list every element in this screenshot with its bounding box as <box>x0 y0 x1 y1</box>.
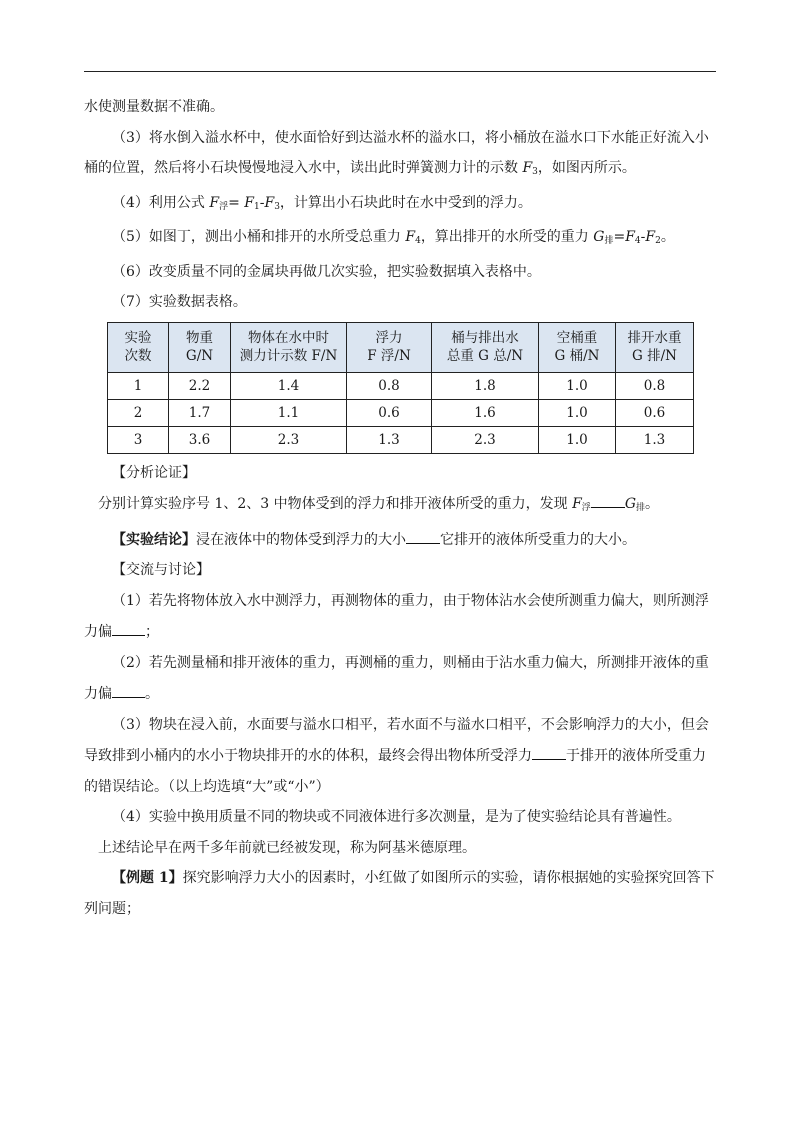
formula-op: = <box>613 229 626 245</box>
text-span: ，如图丙所示。 <box>537 160 636 176</box>
text-span: 于排开的液体所受重力 <box>566 748 706 764</box>
text-line <box>84 744 716 767</box>
table-cell: 2.3 <box>432 426 539 453</box>
answer-blank[interactable] <box>532 744 566 760</box>
text-span: 。 <box>145 686 159 702</box>
text-line: （3）物块在浸入前，水面要与溢水口相平，若水面不与溢水口相平，不会影响浮力的大小，但会 <box>112 716 709 733</box>
example-line <box>84 867 716 889</box>
text-line: （2）若先测量桶和排开液体的重力，再测桶的重力，则桶由于沾水重力偏大，所测排开液体的重 <box>112 654 709 671</box>
text-span: ； <box>145 624 159 640</box>
text-line <box>84 157 716 183</box>
formula-var: F <box>264 194 275 211</box>
text-span: 。 <box>660 229 675 245</box>
formula-var: F <box>572 496 582 512</box>
subscript: 浮 <box>581 503 591 513</box>
answer-blank[interactable] <box>112 620 145 636</box>
text-line: （7）实验数据表格。 <box>112 294 247 310</box>
conclusion-line <box>84 528 716 551</box>
text-span: 它排开的液体所受重力的大小。 <box>440 531 636 548</box>
subscript: 3 <box>274 201 280 212</box>
table-cell: 1.3 <box>616 426 694 453</box>
text-line: 列问题； <box>84 900 140 917</box>
header-rule <box>84 71 716 72</box>
subscript: 排 <box>604 236 614 246</box>
table-cell: 3.6 <box>169 426 231 453</box>
table-cell: 0.6 <box>347 399 432 426</box>
text-line: （6）改变质量不同的金属块再做几次实验，把实验数据填入表格中。 <box>112 263 541 280</box>
table-cell: 1.3 <box>347 426 432 453</box>
table-row <box>108 399 694 426</box>
text-line: （4）实验中换用质量不同的物块或不同液体进行多次测量，是为了使实验结论具有普遍性。 <box>112 809 681 825</box>
formula-var: F <box>645 229 656 245</box>
header-bucket: 空桶重 G 桶/N <box>539 322 616 372</box>
text-line: （1）若先将物体放入水中测浮力，再测物体的重力，由于物体沾水会使所测重力偏大，则所测浮 <box>112 592 709 609</box>
answer-blank[interactable] <box>406 528 440 544</box>
answer-blank[interactable] <box>112 682 145 698</box>
text-span: 探究影响浮力大小的因素时，小红做了如图所示的实验，请你根据她的实验探究回答下 <box>182 870 715 886</box>
text-span: 力偏 <box>84 686 112 702</box>
formula-var: F <box>522 160 533 176</box>
table-row <box>108 372 694 399</box>
table-cell: 3 <box>108 426 169 453</box>
table-cell: 0.6 <box>616 399 694 426</box>
table-cell: 1.7 <box>169 399 231 426</box>
data-table <box>107 322 694 454</box>
header-trial: 实验 次数 <box>108 322 169 372</box>
example-label: 【例题 1】 <box>112 870 183 886</box>
table-cell: 1.0 <box>539 426 616 453</box>
text-line: 水使测量数据不准确。 <box>84 99 224 115</box>
analysis-heading: 【分析论证】 <box>112 464 196 481</box>
subscript: 2 <box>655 236 661 246</box>
header-total: 桶与排出水 总重 G 总/N <box>432 322 539 372</box>
formula-op: - <box>640 229 646 245</box>
text-span: （5）如图丁，测出小桶和排开的水所受总重力 <box>112 229 406 245</box>
table-cell: 1.8 <box>432 372 539 399</box>
text-span: ，算出排开的水所受的重力 <box>420 229 594 245</box>
text-span: ，计算出小石块此时在水中受到的浮力。 <box>279 194 532 211</box>
text-span: 桶的位置，然后将小石块慢慢地浸入水中，读出此时弹簧测力计的示数 <box>84 160 523 176</box>
formula-var: F <box>244 194 254 211</box>
table-cell: 2.2 <box>169 372 231 399</box>
table-cell: 1.1 <box>231 399 347 426</box>
discussion-heading: 【交流与讨论】 <box>112 562 210 578</box>
header-reading: 物体在水中时 测力计示数 F/N <box>231 322 347 372</box>
archimedes-line: 上述结论早在两千多年前就已经被发现，称为阿基米德原理。 <box>98 839 476 856</box>
subscript: 浮 <box>219 201 229 212</box>
table-cell: 2 <box>108 399 169 426</box>
document-body <box>84 96 716 928</box>
analysis-text <box>84 492 716 519</box>
text-span: 导致排到小桶内的水小于物块排开的水的体积，最终会得出物体所受浮力 <box>84 748 532 764</box>
text-line <box>84 226 716 252</box>
formula-var: F <box>209 194 220 211</box>
formula-var: G <box>624 496 636 512</box>
text-span: 力偏 <box>84 624 112 640</box>
header-buoyancy: 浮力 F 浮/N <box>347 322 432 372</box>
formula-op: = <box>228 194 245 211</box>
formula-op: - <box>259 194 265 211</box>
answer-blank[interactable] <box>591 492 625 508</box>
table-cell: 1.0 <box>539 399 616 426</box>
text-span: 分别计算实验序号 1、2、3 中物体受到的浮力和排开液体所受的重力，发现 <box>98 496 573 512</box>
conclusion-label: 【实验结论】 <box>112 531 196 548</box>
subscript: 4 <box>634 236 641 246</box>
table-header-row <box>108 322 694 372</box>
header-weight: 物重 G/N <box>169 322 231 372</box>
text-line: （3）将水倒入溢水杯中，使水面恰好到达溢水杯的溢水口，将小桶放在溢水口下水能正好流入小 <box>112 129 709 146</box>
table-cell: 0.8 <box>347 372 432 399</box>
table-cell: 2.3 <box>231 426 347 453</box>
text-span: （4）利用公式 <box>112 194 210 211</box>
subscript: 排 <box>636 503 646 513</box>
formula-var: F <box>405 229 416 245</box>
subscript: 3 <box>532 167 538 177</box>
table-cell: 1.4 <box>231 372 347 399</box>
table-cell: 1.6 <box>432 399 539 426</box>
text-line <box>84 682 716 705</box>
text-line: 的错误结论。（以上均选填“大”或“小”） <box>84 778 330 795</box>
table-cell: 1.0 <box>539 372 616 399</box>
formula-var: F <box>625 229 635 245</box>
table-cell: 0.8 <box>616 372 694 399</box>
text-line <box>84 192 716 218</box>
formula-var: G <box>593 229 605 245</box>
table-cell: 1 <box>108 372 169 399</box>
text-line <box>84 620 716 643</box>
subscript: 4 <box>415 236 421 246</box>
header-displaced: 排开水重 G 排/N <box>616 322 694 372</box>
text-span: 。 <box>645 496 660 512</box>
subscript: 1 <box>254 201 260 212</box>
text-span: 浸在液体中的物体受到浮力的大小 <box>196 531 406 548</box>
table-row <box>108 426 694 453</box>
